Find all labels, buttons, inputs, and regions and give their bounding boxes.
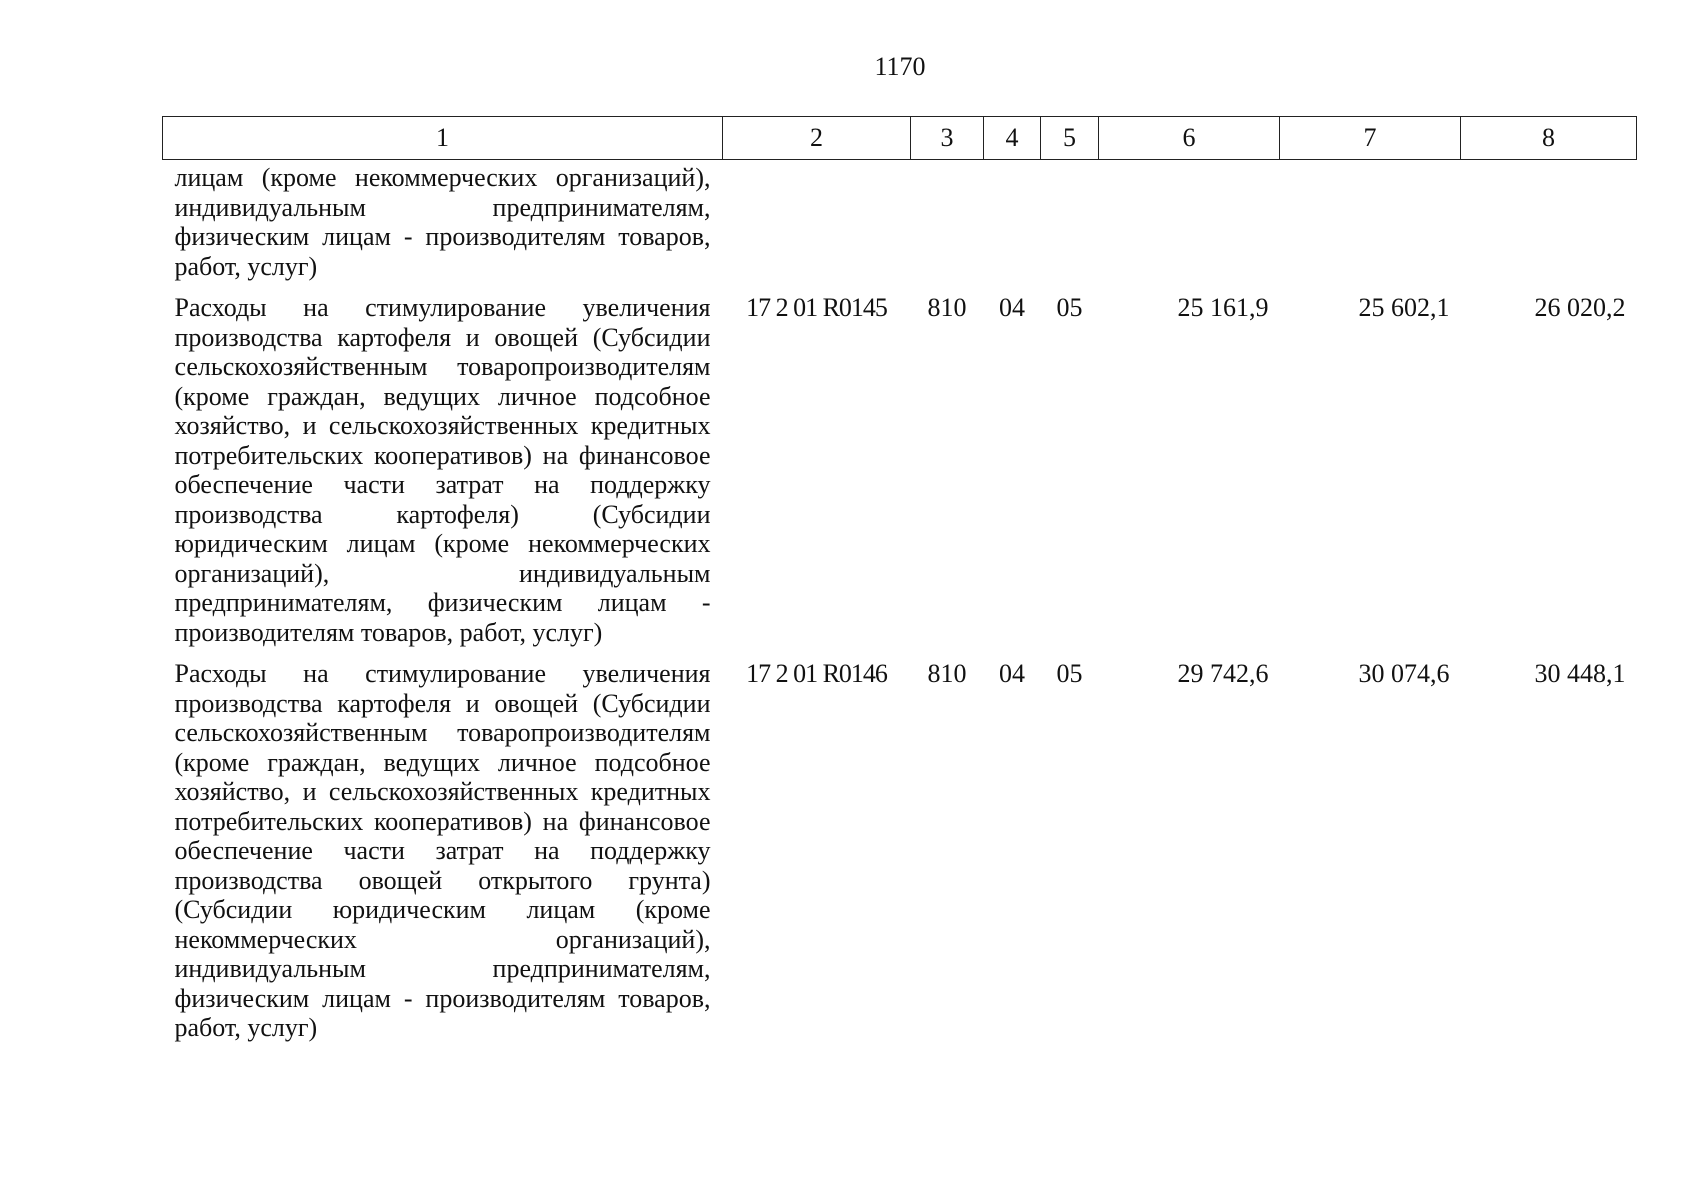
row-amount-7 xyxy=(1280,160,1461,294)
row-code: 17 2 01 R0145 xyxy=(746,293,887,322)
row-col-4 xyxy=(984,160,1041,294)
column-header-7: 7 xyxy=(1280,117,1461,160)
row-col-4: 04 xyxy=(999,659,1025,688)
column-header-5: 5 xyxy=(1041,117,1099,160)
row-description: Расходы на стимулирование увеличения производства картофеля и овощей (Субсидии сельскохозяйственным товаропроизводителям (кроме граждан, ведущих личное подсобное хозяйство, и сельскохозяйственных кредитных потребительских кооперативов) на финансовое обеспечение части затрат на поддержку производства овощей открытого грунта) (Субсидии юридическим лицам (кроме некоммерческих организаций), индивидуальным предпринимателям, физическим лицам - производителям товаров, работ, услуг) xyxy=(174,659,711,1042)
page-number: 1170 xyxy=(874,52,926,81)
row-col-5: 05 xyxy=(1056,659,1083,688)
header-row xyxy=(163,117,1637,160)
row-code xyxy=(723,160,911,294)
column-header-3: 3 xyxy=(911,117,984,160)
row-col-5 xyxy=(1041,160,1099,294)
row-description: лицам (кроме некоммерческих организаций), индивидуальным предпринимателям, физическим лицам - производителям товаров, работ, услуг) xyxy=(174,163,711,281)
row-col-4: 04 xyxy=(999,293,1025,322)
row-col-5: 05 xyxy=(1056,293,1083,322)
column-header-6: 6 xyxy=(1099,117,1280,160)
budget-table xyxy=(162,116,1637,1055)
row-amount-6: 25 161,9 xyxy=(1177,293,1269,322)
column-header-8: 8 xyxy=(1461,117,1637,160)
column-header-1: 1 xyxy=(163,117,723,160)
row-amount-8: 26 020,2 xyxy=(1534,293,1626,322)
row-amount-6 xyxy=(1099,160,1280,294)
row-amount-7: 25 602,1 xyxy=(1358,293,1450,322)
row-col-3: 810 xyxy=(927,659,967,688)
row-amount-7: 30 074,6 xyxy=(1358,659,1450,688)
column-header-4: 4 xyxy=(984,117,1041,160)
table-row xyxy=(163,160,1637,294)
row-amount-6: 29 742,6 xyxy=(1177,659,1269,688)
row-description: Расходы на стимулирование увеличения производства картофеля и овощей (Субсидии сельскохозяйственным товаропроизводителям (кроме граждан, ведущих личное подсобное хозяйство, и сельскохозяйственных кредитных потребительских кооперативов) на финансовое обеспечение части затрат на поддержку производства картофеля) (Субсидии юридическим лицам (кроме некоммерческих организаций), индивидуальным предпринимателям, физическим лицам - производителям товаров, работ, услуг) xyxy=(174,293,711,647)
row-col-3 xyxy=(911,160,984,294)
row-code: 17 2 01 R0146 xyxy=(746,659,887,688)
table-row xyxy=(163,293,1637,659)
row-amount-8 xyxy=(1461,160,1637,294)
row-amount-8: 30 448,1 xyxy=(1534,659,1626,688)
column-header-2: 2 xyxy=(723,117,911,160)
table-row xyxy=(163,659,1637,1055)
row-col-3: 810 xyxy=(927,293,967,322)
